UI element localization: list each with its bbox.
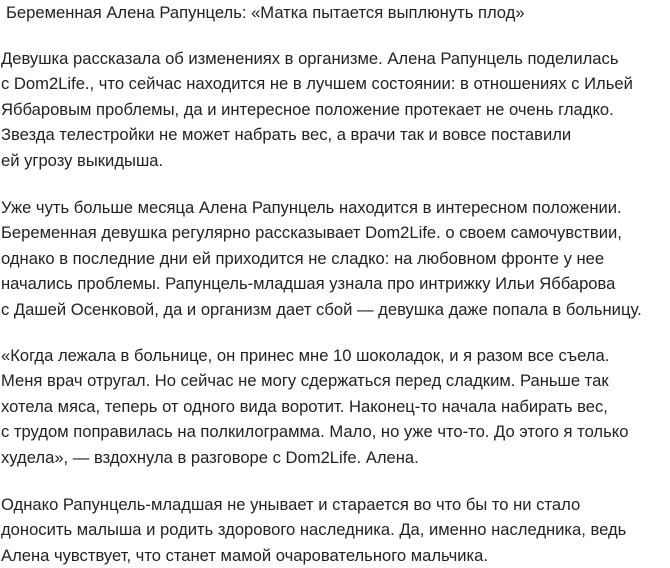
paragraph-line: Звезда телестройки не может набрать вес, а врачи так и вовсе поставили	[1, 125, 572, 145]
article-paragraph	[1, 46, 633, 173]
paragraph-line: Яббаровым проблемы, да и интересное положение протекает не очень гладко.	[1, 99, 614, 119]
paragraph-line: с Дашей Осенковой, да и организм дает сбой — девушка даже попала в больницу.	[1, 299, 642, 319]
paragraph-line: Меня врач отругал. Но сейчас не могу сдержаться перед сладким. Раньше так	[1, 371, 609, 391]
paragraph-line: Однако Рапунцель-младшая не унывает и старается во что бы то ни стало	[1, 495, 581, 514]
paragraph-line: начались проблемы. Рапунцель-младшая узнала про интрижку Ильи Яббарова	[1, 274, 616, 294]
paragraph-line: доносить малыша и родить здорового наследника. Да, именно наследника, ведь	[1, 520, 627, 540]
paragraph-line: однако в последние дни ей приходится не сладко: на любовном фронте у нее	[1, 248, 605, 268]
article-title: Беременная Алена Рапунцель: «Матка пытается выплюнуть плод»	[6, 3, 525, 22]
paragraph-line: худела», — вздохнула в разговоре с Dom2Life. Алена.	[1, 447, 419, 467]
paragraph-line: с Dom2Life., что сейчас находится не в лучшем состоянии: в отношениях с Ильей	[1, 74, 633, 94]
paragraph-line: «Когда лежала в больнице, он принес мне 10 шоколадок, и я разом все съела.	[1, 346, 610, 365]
paragraph-line: хотела мяса, теперь от одного вида воротит. Наконец-то начала набирать вес,	[1, 396, 608, 416]
paragraph-line: с трудом поправилась на полкилограмма. Мало, но уже что-то. До этого я только	[1, 422, 629, 442]
paragraph-line: ей угрозу выкидыша.	[1, 150, 164, 170]
paragraph-line: Уже чуть больше месяца Алена Рапунцель находится в интересном положении.	[1, 198, 622, 217]
article-paragraph	[1, 195, 642, 322]
paragraph-line: Девушка рассказала об изменениях в организме. Алена Рапунцель поделилась	[1, 49, 619, 68]
paragraph-line: Алена чувствует, что станет мамой очаровательного мальчика.	[1, 545, 488, 565]
article-paragraph	[1, 492, 626, 568]
article-quote-paragraph	[1, 343, 628, 470]
paragraph-line: Беременная девушка регулярно рассказывает Dom2Life. о своем самочувствии,	[1, 223, 622, 243]
